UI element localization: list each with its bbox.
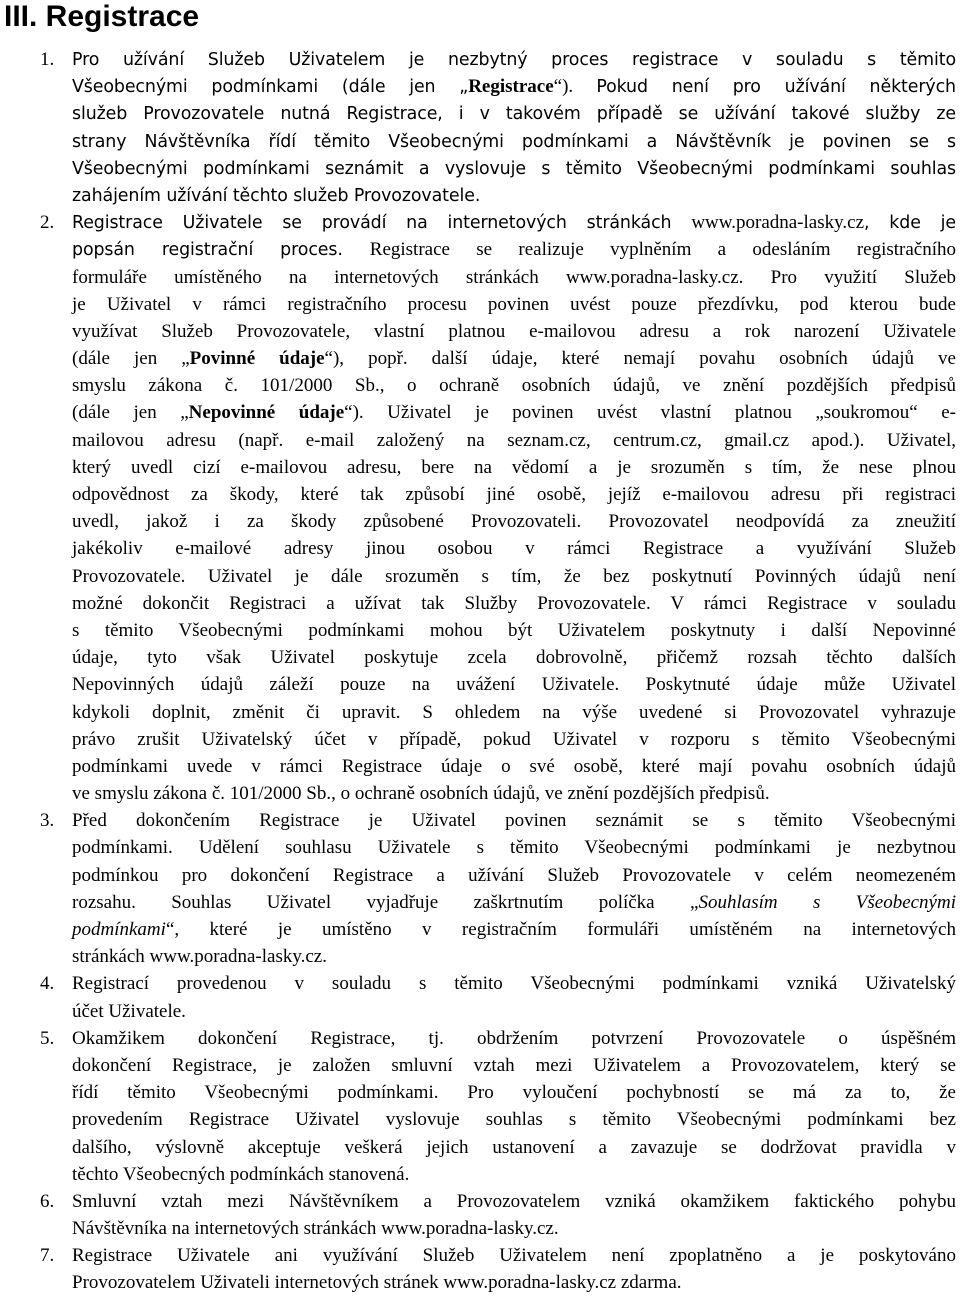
item-number: 2. <box>40 212 55 234</box>
text-run: uvedl, jakož i za škody způsobené Provozovateli. Provozovatel neodpovídá za zneužití <box>72 511 956 533</box>
text-line <box>0 508 956 535</box>
text-run: dalšího, výslovně akceptuje veškerá jejich ustanovení a zavazuje se dodržovat pravidla v <box>72 1136 956 1158</box>
text-run: Registrace se realizuje vyplněním a odesláním registračního <box>369 239 956 261</box>
text-run: popsán registrační proces. <box>72 240 370 261</box>
text-run: Nepovinné údaje <box>188 402 345 424</box>
text-run: Smluvní vztah mezi Návštěvníkem a Provozovatelem vzniká okamžikem faktického pohybu <box>72 1190 956 1212</box>
text-line <box>0 1269 956 1296</box>
text-run: Před dokončením Registrace je Uživatel povinen seznámit se s těmito Všeobecnými <box>72 810 956 832</box>
text-run: je Uživatel v rámci registračního procesu povinen uvést pouze přezdívku, pod kterou bude <box>72 293 956 315</box>
text-line <box>0 1161 956 1188</box>
text-run: zahájením užívání těchto služeb Provozovatele. <box>72 185 481 206</box>
item-number: 3. <box>40 810 55 832</box>
text-line <box>0 780 956 807</box>
text-line <box>0 590 956 617</box>
text-run: rozsahu. Souhlas Uživatel vyjadřuje zaškrtnutím políčka „ <box>72 891 699 913</box>
text-run: Okamžikem dokončení Registrace, tj. obdržením potvrzení Provozovatele o úspěšném <box>72 1027 956 1049</box>
terms-item-6 <box>0 1188 956 1242</box>
text-run: “). <box>553 76 597 98</box>
text-run: jakékoliv e-mailové adresy jinou osobou v rámci Registrace a využívání Služeb <box>72 538 956 560</box>
item-number: 1. <box>40 49 55 70</box>
text-line <box>0 753 956 780</box>
text-line <box>0 372 956 399</box>
text-run: podmínkami <box>72 919 166 940</box>
text-line <box>0 1134 956 1161</box>
text-run: formuláře umístěného na internetových stránkách www.poradna-lasky.cz. Pro využití Služeb <box>72 266 956 288</box>
text-line <box>0 1025 956 1052</box>
text-run: Návštěvníka na internetových stránkách www.poradna-lasky.cz. <box>72 1218 559 1240</box>
text-line <box>0 1242 956 1269</box>
text-run: kdykoli doplnit, změnit či upravit. S ohledem na výše uvedené si Provozovatel vyhrazuje <box>72 701 956 723</box>
text-run: dokončení Registrace, je založen smluvní vztah mezi Uživatelem a Provozovatelem, který se <box>72 1054 956 1076</box>
text-run: “, které je umístěno v registračním formuláři umístěném na internetových <box>165 919 956 940</box>
text-run: účet Uživatele. <box>72 1000 186 1022</box>
text-line <box>0 155 956 182</box>
text-line <box>0 264 956 291</box>
text-run: Všeobecnými podmínkami (dále jen „ <box>72 77 469 98</box>
text-line <box>0 563 956 590</box>
text-line <box>0 916 956 943</box>
terms-item-7 <box>0 1242 956 1296</box>
text-line <box>0 970 956 997</box>
text-line <box>0 209 956 236</box>
text-run: využívat Služeb Provozovatele, vlastní platnou e-mailovou adresu a rok narození Uživatele <box>72 320 956 342</box>
text-line <box>0 73 956 100</box>
text-run: Nepovinných údajů záleží pouze na uvážení Uživatele. Poskytnuté údaje může Uživatel <box>72 674 956 696</box>
terms-item-4 <box>0 970 956 1024</box>
text-line <box>0 1106 956 1133</box>
text-line <box>0 699 956 726</box>
text-run: www.poradna-lasky.cz <box>691 212 865 234</box>
text-run: který uvedl cizí e-mailovou adresu, bere na vědomí a je srozuměn s tím, že nese plnou <box>72 456 956 478</box>
text-line <box>0 427 956 454</box>
text-run: řídí těmito Všeobecnými podmínkami. Pro vyloučení pochybností se má za to, že <box>72 1082 956 1104</box>
text-run: Pro užívání Služeb Uživatelem je nezbytný proces registrace v souladu s těmito <box>72 50 956 70</box>
text-run: (dále jen „ <box>72 402 189 424</box>
terms-item-2 <box>0 209 956 807</box>
text-run: Registrace Uživatele ani využívání Služeb Uživatelem není zpoplatněno a je poskytováno <box>72 1245 956 1267</box>
section-heading: III. Registrace <box>4 0 200 33</box>
text-run: smyslu zákona č. 101/2000 Sb., o ochraně osobních údajů, ve znění pozdějších předpisů <box>72 375 956 397</box>
text-run: údaje, tyto však Uživatel poskytuje zcela dobrovolně, přičemž rozsah těchto dalších <box>72 647 956 669</box>
text-line <box>0 399 956 426</box>
text-run: “). Uživatel je povinen uvést vlastní platnou „soukromou“ e- <box>344 402 956 424</box>
text-line <box>0 998 956 1025</box>
text-run: podmínkou pro dokončení Registrace a užívání Služeb Provozovatele v celém neomezeném <box>72 864 956 886</box>
text-line <box>0 807 956 834</box>
item-number: 6. <box>40 1190 55 1212</box>
text-line <box>0 1188 956 1215</box>
item-number: 7. <box>40 1245 55 1267</box>
terms-list <box>0 46 956 1297</box>
terms-item-3 <box>0 807 956 970</box>
text-line <box>0 291 956 318</box>
text-line <box>0 617 956 644</box>
text-line <box>0 889 956 916</box>
text-run: Souhlasím s Všeobecnými <box>698 891 956 913</box>
text-run: strany Návštěvníka řídí těmito Všeobecnými podmínkami a Návštěvník je povinen se s <box>72 131 956 152</box>
text-line <box>0 834 956 861</box>
text-run: Registrace Uživatele se provádí na internetových stránkách <box>72 213 692 234</box>
text-run: právo zrušit Uživatelský účet v případě, pokud Uživatel v rozporu s těmito Všeobecnými <box>72 728 956 750</box>
text-run: služeb Provozovatele nutná Registrace, i v takovém případě se užívání takové služby ze <box>72 104 956 125</box>
text-run: Provozovatelem Uživateli internetových stránek www.poradna-lasky.cz zdarma. <box>72 1272 682 1294</box>
text-run: odpovědnost za škody, které tak způsobí jiné osobě, jejíž e-mailovou adresu při registraci <box>72 484 956 505</box>
text-run: “), popř. další údaje, které nemají povahu osobních údajů ve <box>324 348 956 370</box>
text-line <box>0 671 956 698</box>
text-run: Registrací provedenou v souladu s těmito Všeobecnými podmínkami vzniká Uživatelský <box>72 973 956 995</box>
text-line <box>0 1079 956 1106</box>
text-run: Povinné údaje <box>189 348 325 370</box>
text-run: podmínkami uvede v rámci Registrace údaje o své osobě, které mají povahu osobních údajů <box>72 755 956 777</box>
text-line <box>0 481 956 508</box>
text-run: mailovou adresu (např. e-mail založený na seznam.cz, centrum.cz, gmail.cz apod.). Uživatel, <box>72 429 956 451</box>
text-line <box>0 1215 956 1242</box>
text-run: Registrace <box>468 76 554 98</box>
item-number: 5. <box>40 1027 55 1049</box>
text-line <box>0 1052 956 1079</box>
text-line <box>0 644 956 671</box>
text-line <box>0 128 956 155</box>
text-line <box>0 100 956 127</box>
text-run: Pokud není pro užívání některých <box>596 77 956 98</box>
text-run: (dále jen „ <box>72 348 190 370</box>
text-line <box>0 236 956 263</box>
terms-item-5 <box>0 1025 956 1188</box>
text-line <box>0 345 956 372</box>
text-line <box>0 46 956 73</box>
text-run: podmínkami. Udělení souhlasu Uživatele s těmito Všeobecnými podmínkami je nezbytnou <box>72 837 956 859</box>
text-run: stránkách www.poradna-lasky.cz. <box>72 946 327 968</box>
text-run: těchto Všeobecných podmínkách stanovená. <box>72 1163 410 1185</box>
text-line <box>0 318 956 345</box>
text-run: provedením Registrace Uživatel vyslovuje souhlas s těmito Všeobecnými podmínkami bez <box>72 1109 956 1131</box>
text-run: Všeobecnými podmínkami seznámit a vyslovuje s těmito Všeobecnými podmínkami souhlas <box>72 158 956 179</box>
text-line <box>0 535 956 562</box>
text-run: Provozovatele. Uživatel je dále srozuměn s tím, že bez poskytnutí Povinných údajů není <box>72 565 956 587</box>
text-line <box>0 943 956 970</box>
item-number: 4. <box>40 973 55 995</box>
text-line <box>0 182 956 209</box>
text-run: možné dokončit Registraci a užívat tak Služby Provozovatele. V rámci Registrace v souladu <box>72 592 956 614</box>
terms-item-1 <box>0 46 956 209</box>
text-line <box>0 726 956 753</box>
text-line <box>0 454 956 481</box>
text-run: ve smyslu zákona č. 101/2000 Sb., o ochraně osobních údajů, ve znění pozdějších předpisů. <box>72 783 770 805</box>
text-line <box>0 862 956 889</box>
text-run: s těmito Všeobecnými podmínkami mohou být Uživatelem poskytnuty i další Nepovinné <box>72 619 956 641</box>
text-run: , kde je <box>864 213 956 234</box>
